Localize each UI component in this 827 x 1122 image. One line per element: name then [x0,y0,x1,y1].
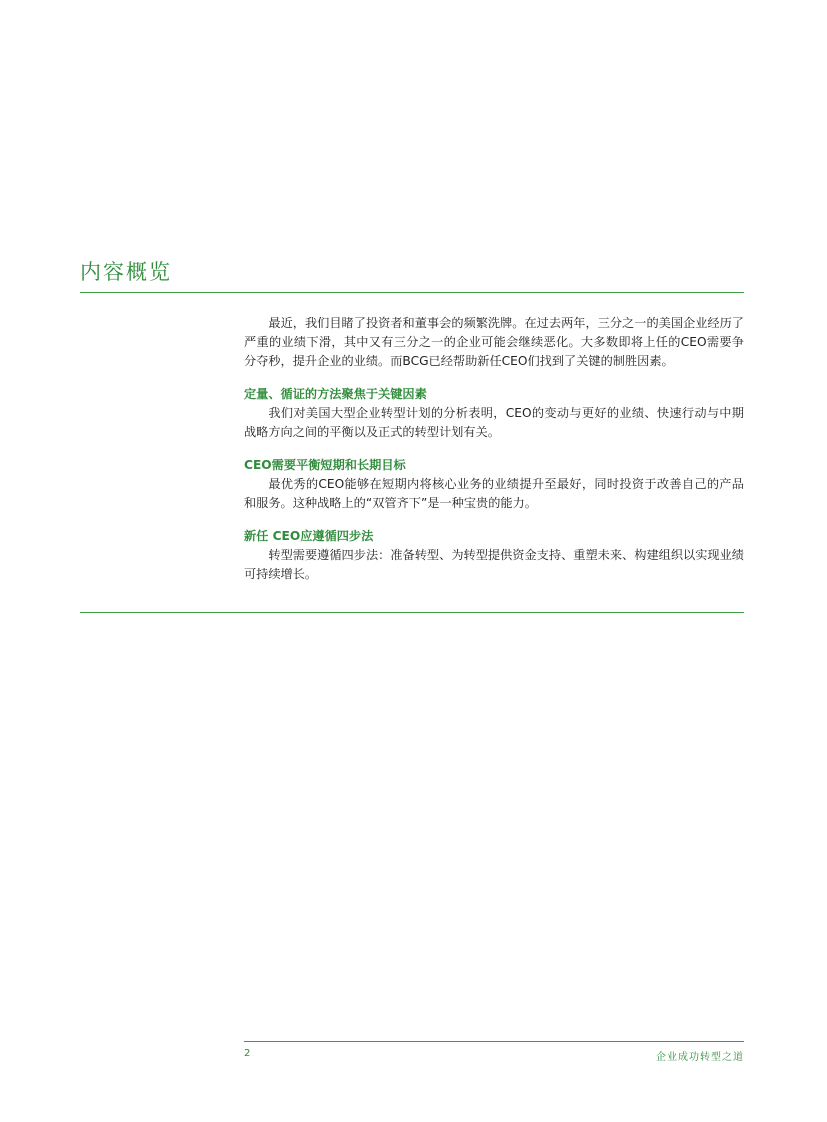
intro-paragraph: 最近，我们目睹了投资者和董事会的频繁洗牌。在过去两年，三分之一的美国企业经历了严重的业绩下滑，其中又有三分之一的企业可能会继续恶化。大多数即将上任的CEO需要争分夺秒，提升企业的业绩。而BCG已经帮助新任CEO们找到了关键的制胜因素。 [244,316,744,368]
title-divider [80,292,744,293]
section-3 [244,527,744,584]
running-title: 企业成功转型之道 [656,1052,744,1063]
section-heading: CEO需要平衡短期和长期目标 [244,458,406,472]
content-bottom-divider [80,612,744,613]
page-title: 内容概览 [80,260,172,284]
page-number: 2 [244,1048,251,1059]
section-heading: 定量、循证的方法聚焦于关键因素 [244,387,427,401]
section-1 [244,385,744,442]
summary-body [244,314,744,584]
section-2 [244,456,744,513]
section-text: 转型需要遵循四步法：准备转型、为转型提供资金支持、重塑未来、构建组织以实现业绩可持续增长。 [244,548,744,581]
section-heading: 新任 CEO应遵循四步法 [244,529,374,543]
section-text: 我们对美国大型企业转型计划的分析表明，CEO的变动与更好的业绩、快速行动与中期战略方向之间的平衡以及正式的转型计划有关。 [244,406,744,439]
section-text: 最优秀的CEO能够在短期内将核心业务的业绩提升至最好，同时投资于改善自己的产品和服务。这种战略上的“双管齐下”是一种宝贵的能力。 [244,477,744,510]
footer-divider [244,1041,744,1042]
